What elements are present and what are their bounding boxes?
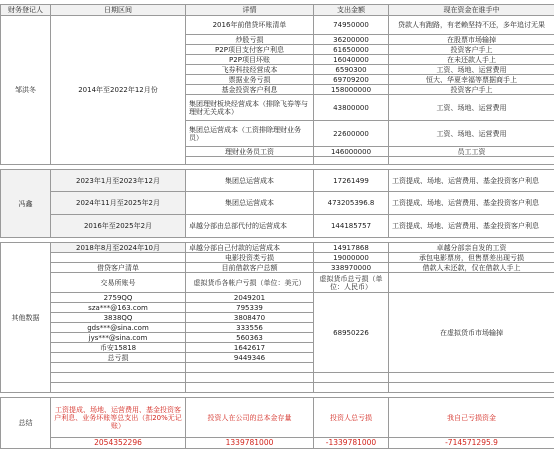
detail-cell: 集团理财板块经营成本（排除飞券等与理财无关成本） [186,95,314,121]
detail-cell: 集团总运营成本 [186,170,314,192]
holder-cell: 借款人未还款，仅在借款人手上 [389,263,554,273]
finance-table [0,4,554,449]
account-name: 币安15818 [51,343,186,353]
summary-total-expense-title: 工资提成、场地、运营费用、基金投资客户利息、业务坏账等总支出（扣20%无记账） [51,398,186,438]
amount-cell: 19000000 [314,253,389,263]
summary-row [1,398,554,438]
holder-cell: 卓越分部亲自发的工资 [389,243,554,253]
empty-cell [314,383,389,393]
account-name: sza***@163.com [51,303,186,313]
section3-person: 其他数据 [1,243,51,393]
table-row [1,243,554,253]
empty-cell [389,157,554,165]
empty-cell [51,383,186,393]
holder-cell: 工资、场地、运营费用 [389,65,554,75]
summary-principal-value: 1339781000 [186,438,314,449]
account-loss: 560363 [186,333,314,343]
table-row [1,192,554,215]
account-name: gds***@sina.com [51,323,186,333]
amount-cell: 158000000 [314,85,389,95]
account-loss: 333556 [186,323,314,333]
detail-cell: 集团总运营成本（工资排除理财业务员） [186,121,314,147]
crypto-total: 68950226 [314,293,389,373]
detail-cell: P2P项目坏账 [186,55,314,65]
detail-cell: 电影投资类亏损 [186,253,314,263]
account-loss: 795339 [186,303,314,313]
detail-cell: 目前借款客户总额 [186,263,314,273]
date-cell: 2018年8月至2024年10月 [51,243,186,253]
holder-cell: 承包电影票房，但售票差出现亏损 [389,253,554,263]
table-row [1,215,554,238]
table-row [1,263,554,273]
amount-cell: 69709200 [314,75,389,85]
account-loss: 9449346 [186,353,314,363]
holder-cell: 恒大、华夏幸福等票据商手上 [389,75,554,85]
header-amount: 支出金额 [314,5,389,16]
holder-cell: 员工工资 [389,147,554,157]
account-name: 3838QQ [51,313,186,323]
holder-cell: 工资、场地、运营费用 [389,121,554,147]
holder-cell: 工资提成、场地、运营费用、基金投资客户利息 [389,192,554,215]
summary-label: 总结 [1,398,51,449]
amount-cell: 144185757 [314,215,389,238]
account-name: 总亏损 [51,353,186,363]
amount-cell: 74950000 [314,16,389,35]
header-detail: 详情 [186,5,314,16]
account-name: 2759QQ [51,293,186,303]
summary-principal-title: 投资人在公司的总本金存量 [186,398,314,438]
detail-cell: P2P项目支付客户利息 [186,45,314,55]
detail-cell: 卓越分部由总部代付的运营成本 [186,215,314,238]
summary-own-loss-title: 我自己亏损资金 [389,398,554,438]
summary-values-row [1,438,554,449]
header-holder: 现在资金在谁手中 [389,5,554,16]
empty-cell [314,373,389,383]
summary-investor-loss-value: -1339781000 [314,438,389,449]
amount-cell: 43800000 [314,95,389,121]
amount-cell: 16040000 [314,55,389,65]
header-date-range: 日期区间 [51,5,186,16]
table-row [1,373,554,383]
amount-cell: 36200000 [314,35,389,45]
empty-cell [314,157,389,165]
table-row [1,253,554,263]
amount-cell: 22600000 [314,121,389,147]
holder-cell: 工资、场地、运营费用 [389,95,554,121]
amount-cell: 17261499 [314,170,389,192]
summary-own-loss-value: -714571295.9 [389,438,554,449]
holder-cell: 工资提成、场地、运营费用、基金投资客户利息 [389,215,554,238]
empty-cell [389,373,554,383]
detail-cell: 集团总运营成本 [186,192,314,215]
table-row [1,170,554,192]
header-row [1,5,554,16]
section1-person: 邹洪冬 [1,16,51,165]
detail-cell: 票据业务亏损 [186,75,314,85]
crypto-account-header: 交易所账号 [51,273,186,293]
empty-cell [186,383,314,393]
amount-cell: 338970000 [314,263,389,273]
detail-cell: 基金投资客户利息 [186,85,314,95]
section1-date: 2014年至2022年12月份 [51,16,186,165]
summary-investor-loss-title: 投资人总亏损 [314,398,389,438]
empty-cell [186,157,314,165]
amount-cell: 146000000 [314,147,389,157]
holder-cell: 贷款人有跑路，有老赖坚持不还，多年追讨无果 [389,16,554,35]
holder-cell: 投资客户手上 [389,45,554,55]
table-row [1,16,554,35]
holder-cell: 工资提成、场地、运营费用、基金投资客户利息 [389,170,554,192]
detail-cell: 炒股亏损 [186,35,314,45]
crypto-total-header: 虚拟货币总亏损（单位：人民币） [314,273,389,293]
date-cell: 2016年至2025年2月 [51,215,186,238]
header-registrant: 财务登记人 [1,5,51,16]
account-loss: 1642617 [186,343,314,353]
date-cell: 2024年11月至2025年2月 [51,192,186,215]
spreadsheet [0,4,554,449]
empty-cell [51,253,186,263]
detail-cell: 卓越分部自己付款的运营成本 [186,243,314,253]
amount-cell: 61650000 [314,45,389,55]
amount-cell: 6590300 [314,65,389,75]
holder-cell: 在未还款人手上 [389,55,554,65]
empty-cell [186,363,314,373]
summary-total-expense-value: 2054352296 [51,438,186,449]
table-row [1,293,554,303]
account-loss: 3808470 [186,313,314,323]
detail-cell: 2016年前借贷坏账清单 [186,16,314,35]
amount-cell: 473205396.8 [314,192,389,215]
date-cell: 借贷客户清单 [51,263,186,273]
table-row [1,273,554,293]
empty-cell [51,363,186,373]
section2-person: 冯鑫 [1,170,51,238]
crypto-loss-usd-header: 虚拟货币各帐户亏损（单位：美元） [186,273,314,293]
detail-cell: 理财业务员工资 [186,147,314,157]
account-loss: 2049201 [186,293,314,303]
account-name: jys***@sina.com [51,333,186,343]
table-row [1,383,554,393]
holder-cell: 投资客户手上 [389,85,554,95]
empty-cell [389,383,554,393]
empty-cell [51,373,186,383]
amount-cell: 14917868 [314,243,389,253]
empty-cell [389,273,554,293]
date-cell: 2023年1月至2023年12月 [51,170,186,192]
empty-cell [186,373,314,383]
crypto-holder: 在虚拟货币市场输掉 [389,293,554,373]
detail-cell: 飞券科技经营成本 [186,65,314,75]
holder-cell: 在股票市场输掉 [389,35,554,45]
